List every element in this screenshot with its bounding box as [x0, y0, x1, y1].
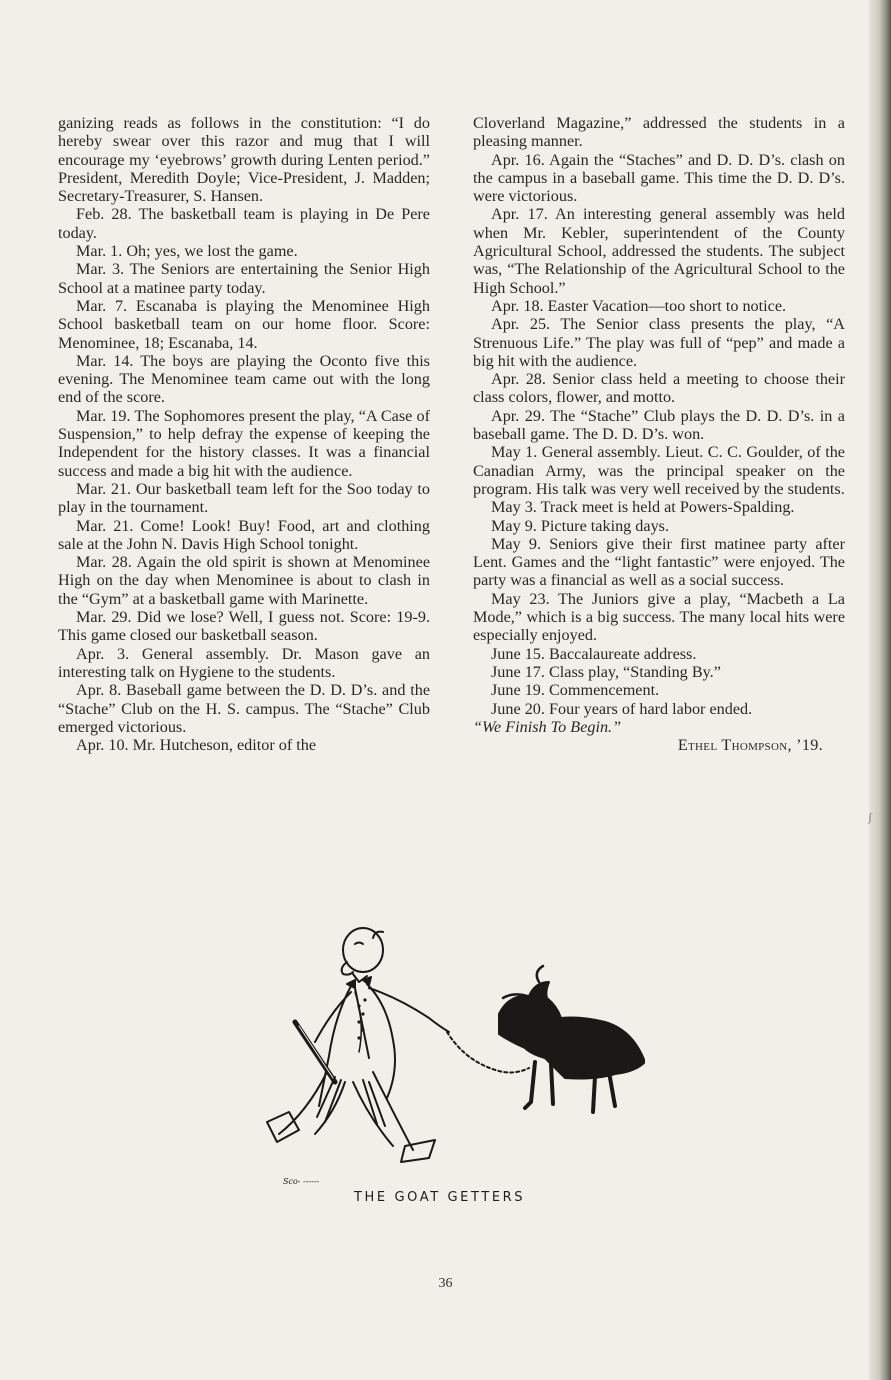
artist-signature: Sco- ------	[283, 1177, 320, 1186]
closing-motto: “We Finish To Begin.”	[473, 717, 622, 736]
paragraph: Mar. 28. Again the old spirit is shown at Menominee High on the day when Menominee is about to clash in the “Gym” at a basketball game with Marinette.	[58, 553, 430, 608]
paragraph: May 1. General assembly. Lieut. C. C. Goulder, of the Canadian Army, was the principal speaker on the program. His talk was very well received by the students.	[473, 443, 845, 498]
paragraph: Apr. 28. Senior class held a meeting to choose their class colors, flower, and motto.	[473, 370, 845, 407]
paragraph: Mar. 21. Come! Look! Buy! Food, art and clothing sale at the John N. Davis High School tonight.	[58, 516, 430, 553]
paragraph: ganizing reads as follows in the constitution: “I do hereby swear over this razor and mug that I will encourage my ‘eyebrows’ growth during Lenten period.” President, Meredith Doyle; Vice-President, J. Madden; Secretary-Treasurer, S. Hansen.	[58, 114, 430, 206]
paragraph: June 20. Four years of hard labor ended.	[491, 699, 753, 718]
paragraph: May 3. Track meet is held at Powers-Spalding.	[491, 498, 795, 517]
paragraph: Apr. 17. An interesting general assembly was held when Mr. Kebler, superintendent of the County Agricultural School, addressed the students. The subject was, “The Relationship of the Agricultural School to the High School.”	[473, 205, 845, 297]
page-number: 36	[438, 1276, 453, 1291]
paragraph: May 23. The Juniors give a play, “Macbeth a La Mode,” which is a big success. The many local hits were especially enjoyed.	[473, 589, 845, 645]
paragraph: Mar. 14. The boys are playing the Oconto five this evening. The Menominee team came out with the long end of the score.	[58, 351, 430, 407]
paragraph: May 9. Picture taking days.	[491, 516, 670, 535]
paragraph: Mar. 3. The Seniors are entertaining the Senior High School at a matinee party today.	[58, 260, 430, 297]
paragraph: June 19. Commencement.	[491, 681, 660, 700]
page-edge-shadow	[869, 0, 891, 1380]
paragraph: Apr. 18. Easter Vacation—too short to notice.	[491, 296, 787, 315]
paragraph: May 9. Seniors give their first matinee party after Lent. Games and the “light fantastic” were enjoyed. The party was a financial as well as a social success.	[473, 534, 845, 590]
paragraph: Apr. 10. Mr. Hutcheson, editor of the	[76, 736, 317, 755]
illustration-caption: THE GOAT GETTERS	[354, 1190, 526, 1205]
paragraph: June 17. Class play, “Standing By.”	[491, 662, 721, 681]
paragraph: Feb. 28. The basketball team is playing in De Pere today.	[58, 205, 430, 242]
paragraph: Apr. 8. Baseball game between the D. D. D’s. and the “Stache” Club on the H. S. campus. The “Stache” Club emerged victorious.	[58, 681, 430, 736]
paragraph: Cloverland Magazine,” addressed the students in a pleasing manner.	[473, 114, 845, 151]
right-column	[473, 114, 845, 754]
paragraph: Apr. 29. The “Stache” Club plays the D. D. D’s. in a baseball game. The D. D. D’s. won.	[473, 406, 845, 444]
left-column	[58, 114, 430, 754]
margin-mark: ʃ	[868, 810, 872, 824]
paragraph: Apr. 3. General assembly. Dr. Mason gave an interesting talk on Hygiene to the students.	[58, 644, 430, 681]
paragraph: Mar. 21. Our basketball team left for the Soo today to play in the tournament.	[58, 479, 430, 517]
author-signature: Ethel Thompson, ’19.	[677, 736, 823, 755]
paragraph: Mar. 7. Escanaba is playing the Menominee High School basketball team on our home floor. Score: Menominee, 18; Escanaba, 14.	[58, 296, 430, 352]
paragraph: Mar. 1. Oh; yes, we lost the game.	[76, 242, 298, 261]
paragraph: Apr. 25. The Senior class presents the play, “A Strenuous Life.” The play was full of “pep” and made a big hit with the audience.	[473, 315, 845, 370]
paragraph: Mar. 29. Did we lose? Well, I guess not. Score: 19-9. This game closed our basketball season.	[58, 608, 430, 645]
paragraph: June 15. Baccalaureate address.	[491, 644, 697, 663]
man-leading-goat-illustration	[255, 922, 645, 1212]
paragraph: Apr. 16. Again the “Staches” and D. D. D’s. clash on the campus in a baseball game. This time the D. D. D’s. were victorious.	[473, 150, 845, 206]
paragraph: Mar. 19. The Sophomores present the play, “A Case of Suspension,” to help defray the expense of keeping the Independent for the history classes. It was a financial success and made a big hit with the audience.	[58, 406, 430, 480]
